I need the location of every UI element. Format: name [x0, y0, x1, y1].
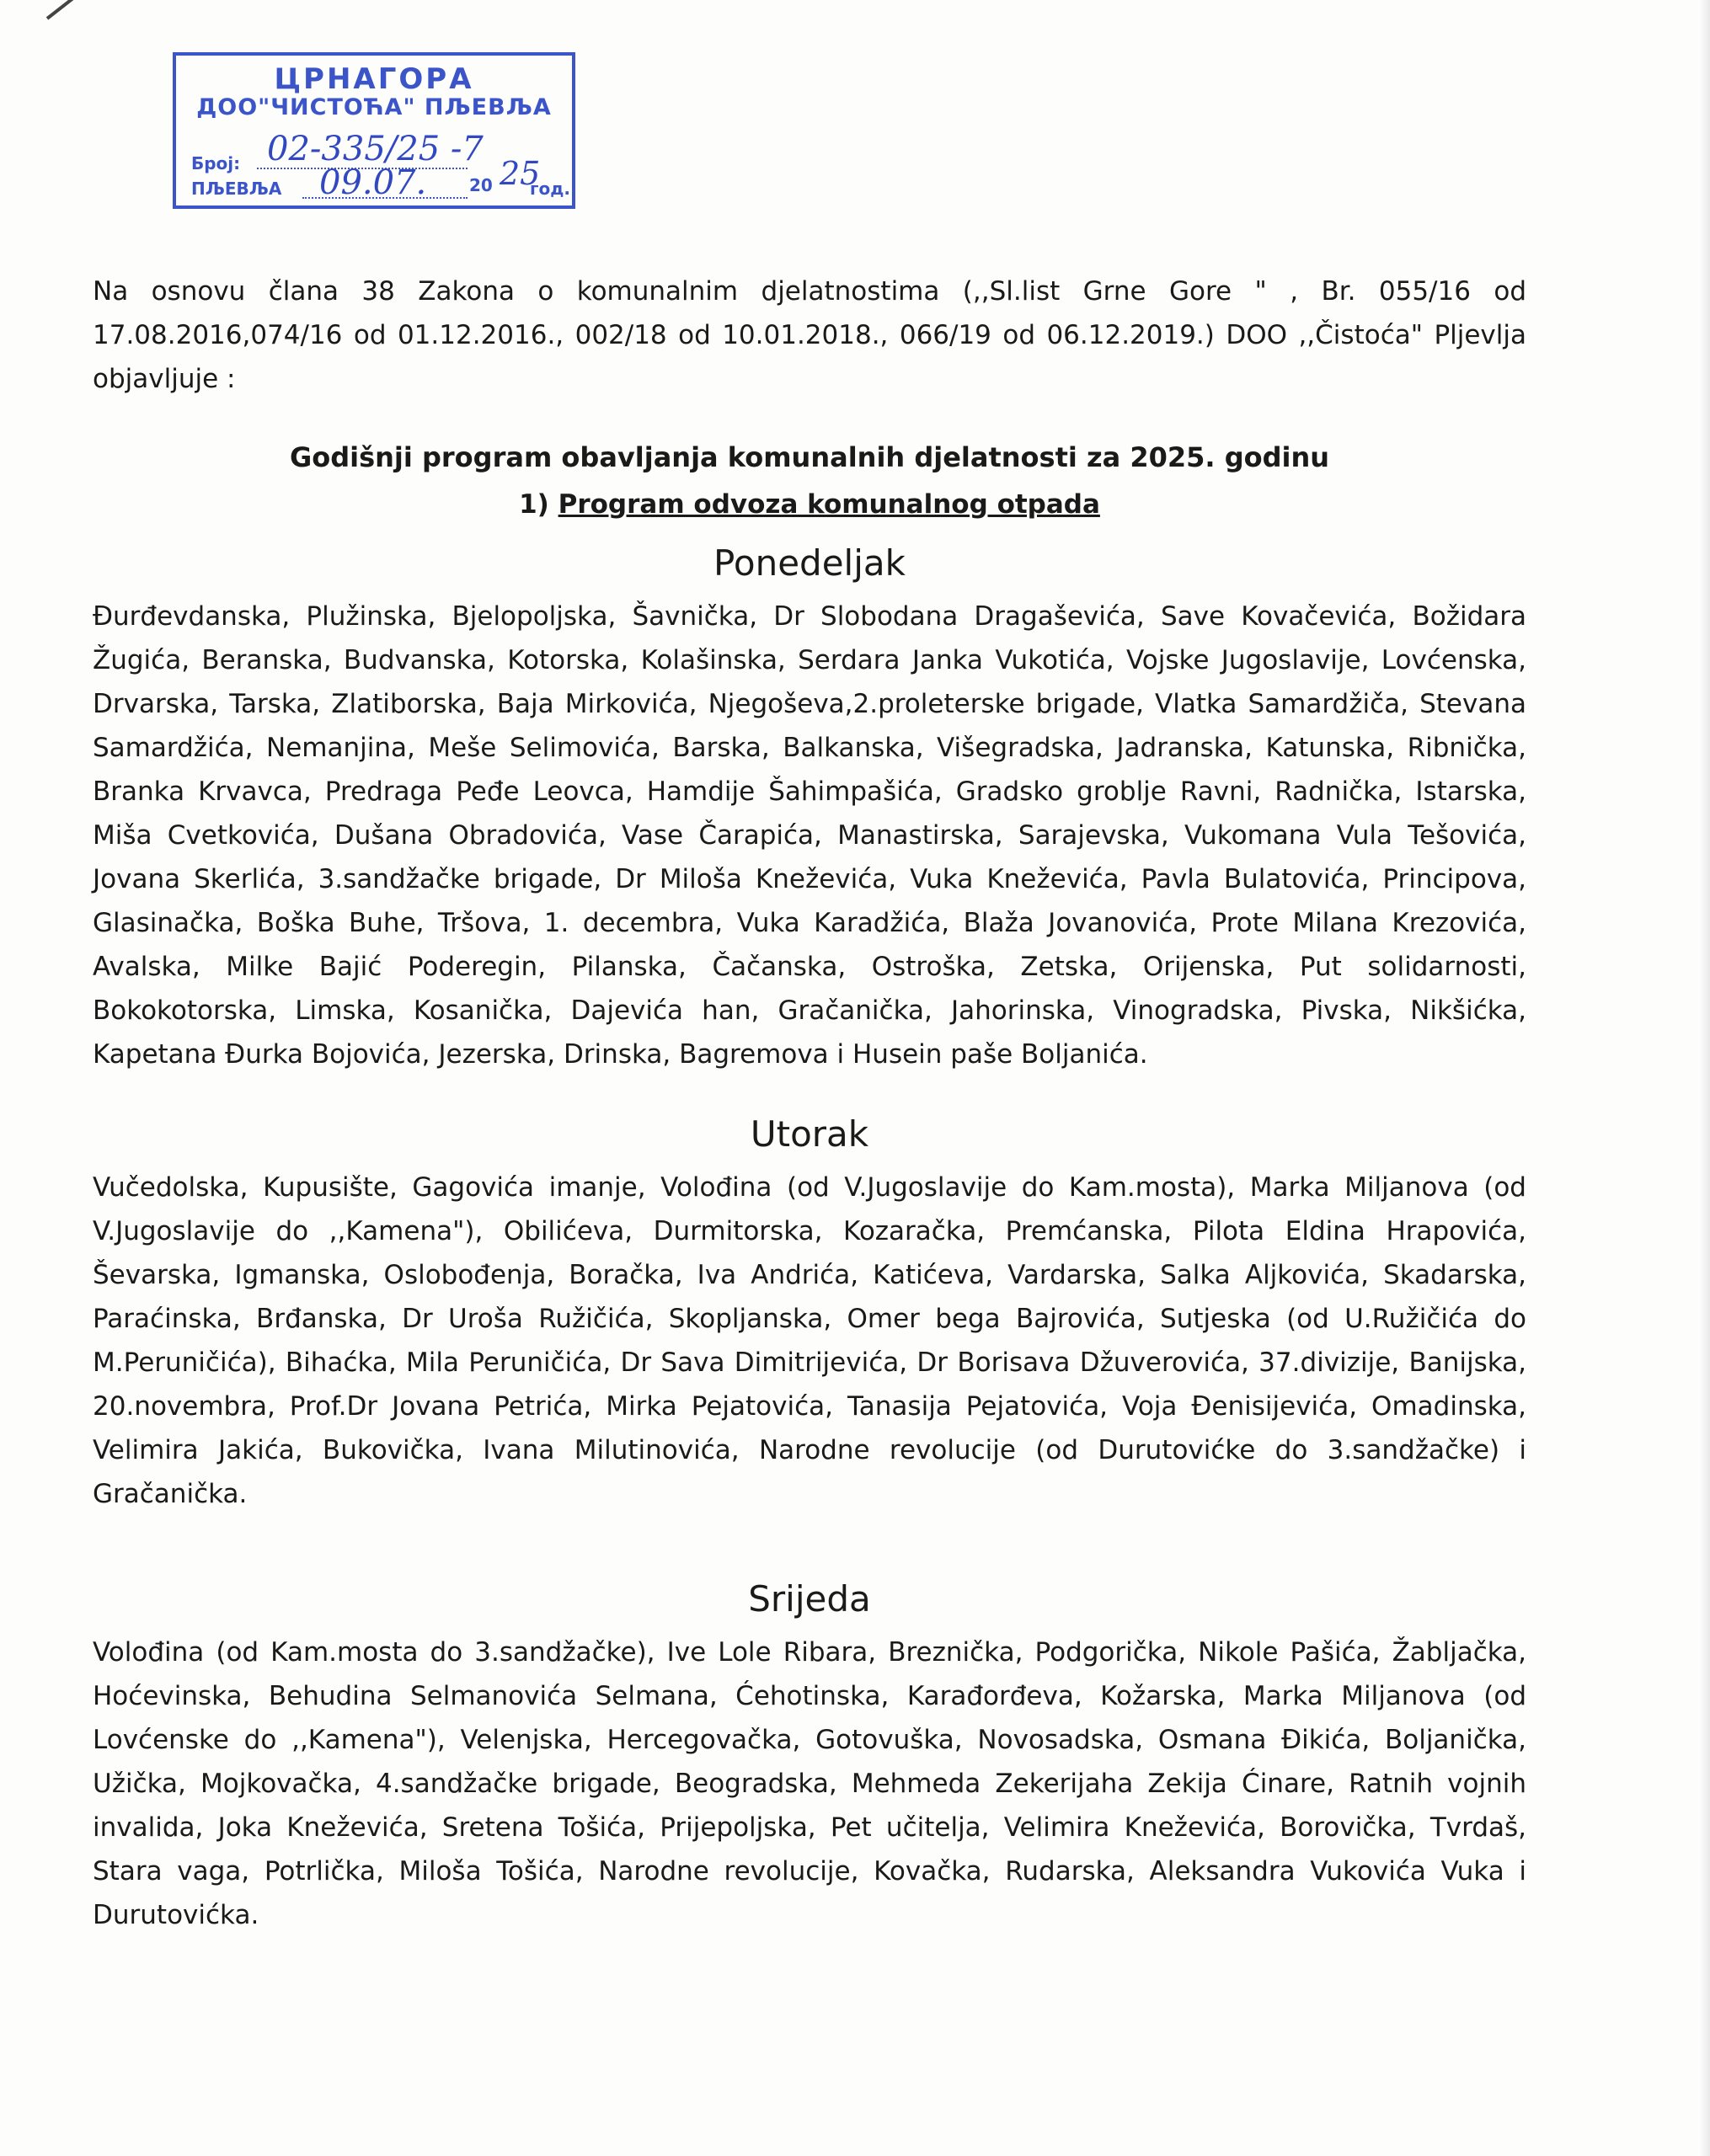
- day-heading-wednesday: Srijeda: [748, 1578, 871, 1620]
- street-list-wednesday: Volođina (od Kam.mosta do 3.sandžačke), Ive Lole Ribara, Breznička, Podgorička, Nikole Pašića, Žabljačka, Hoćevinska, Behudina Selmanovića Selmana, Ćehotinska, Karađorđeva, Kožarska, Marka Miljanova (od Lovćenske do ,,Kamena"), Velenjska, Hercegovačka, Gotovuška, Novosadska, Osmana Đikića, Boljanička, Užička, Mojkovačka, 4.sandžačke brigade, Beogradska, Mehmeda Zekerijaha Zekija Ćinare, Ratnih vojnih invalida, Joka Kneževića, Sretena Tošića, Prijepoljska, Pet učitelja, Velimira Kneževića, Borovička, Tvrdaš, Stara vaga, Potrlička, Miloša Tošića, Narodne revolucije, Kovačka, Rudarska, Aleksandra Vukovića Vuka i Durutovićka.: [93, 1637, 1526, 1930]
- section-number: 1): [519, 489, 558, 520]
- scan-edge-shadow: [1698, 0, 1710, 2156]
- document-title: Godišnji program obavljanja komunalnih djelatnosti za 2025. godinu: [289, 441, 1330, 473]
- section-heading: [93, 483, 1526, 526]
- section-title: Program odvoza komunalnog otpada: [558, 489, 1100, 520]
- document-body: [93, 270, 1526, 1937]
- stamp-number-label: Број:: [191, 153, 241, 173]
- street-list-monday: Đurđevdanska, Plužinska, Bjelopoljska, Šavnička, Dr Slobodana Dragaševića, Save Kovačevića, Božidara Žugića, Beranska, Budvanska, Kotorska, Kolašinska, Serdara Janka Vukotića, Vojske Jugoslavije, Lovćenska, Drvarska, Tarska, Zlatiborska, Baja Mirkovića, Njegoševa,2.proleterske brigade, Vlatka Samardžiča, Stevana Samardžića, Nemanjina, Meše Selimovića, Barska, Balkanska, Višegradska, Jadranska, Katunska, Ribnička, Branka Krvavca, Predraga Peđe Leovca, Hamdije Šahimpašića, Gradsko groblje Ravni, Radnička, Istarska, Miša Cvetkovića, Dušana Obradovića, Vase Čarapića, Manastirska, Sarajevska, Vukomana Vula Tešovića, Jovana Skerlića, 3.sandžačke brigade, Dr Miloša Kneževića, Vuka Kneževića, Pavla Bulatovića, Principova, Glasinačka, Boška Buhe, Tršova, 1. decembra, Vuka Karadžića, Blaža Jovanovića, Prote Milana Krezovića, Avalska, Milke Bajić Poderegin, Pilanska, Čačanska, Ostroška, Zetska, Orijenska, Put solidarnosti, Bokokotorska, Limska, Kosanička, Dajevića han, Gračanička, Jahorinska, Vinogradska, Pivska, Nikšićka, Kapetana Đurka Bojovića, Jezerska, Drinska, Bagremova i Husein paše Boljanića.: [93, 601, 1526, 1070]
- intro-paragraph: Na osnovu člana 38 Zakona o komunalnim djelatnostima (,,Sl.list Grne Gore " , Br. 055/16 od 17.08.2016,074/16 od 01.12.2016., 002/18 od 10.01.2018., 066/19 od 06.12.2019.) DOO ,,Čistoća" Pljevlja objavljuje :: [93, 276, 1526, 394]
- stamp-country: ЦРНАГОРА: [274, 62, 474, 96]
- registration-stamp: [173, 52, 575, 209]
- stamp-year-value: 25: [500, 155, 541, 192]
- street-list-tuesday: Vučedolska, Kupusište, Gagovića imanje, Volođina (od V.Jugoslavije do Kam.mosta), Marka Miljanova (od V.Jugoslavije do ,,Kamena"), Obilićeva, Durmitorska, Kozaračka, Premćanska, Pilota Eldina Hrapovića, Ševarska, Igmanska, Oslobođenja, Boračka, Iva Andrića, Katićeva, Vardarska, Salka Aljkovića, Skadarska, Paraćinska, Brđanska, Dr Uroša Ružičića, Skopljanska, Omer bega Bajrovića, Sutjeska (od U.Ružičića do M.Peruničića), Bihaćka, Mila Peruničića, Dr Sava Dimitrijevića, Dr Borisava Džuverovića, 37.divizije, Banijska, 20.novembra, Prof.Dr Jovana Petrića, Mirka Pejatovića, Tanasija Pejatovića, Voja Đenisijevića, Omadinska, Velimira Jakića, Bukovička, Ivana Milutinovića, Narodne revolucije (od Durutovićke do 3.sandžačke) i Gračanička.: [93, 1172, 1526, 1509]
- stamp-year-prefix: 20: [469, 175, 493, 195]
- day-heading-monday: Ponedeljak: [713, 542, 906, 584]
- stamp-date-value: 09.07.: [319, 163, 427, 202]
- stamp-company: ДОО"ЧИСТОЋА" ПЉЕВЉА: [196, 94, 552, 120]
- scan-mark: [46, 0, 88, 20]
- stamp-year-label: год.: [530, 179, 570, 199]
- stamp-number-value: 02-335/25 -7: [267, 130, 484, 168]
- day-heading-tuesday: Utorak: [750, 1113, 869, 1155]
- stamp-city-label: ПЉЕВЉА: [191, 179, 282, 199]
